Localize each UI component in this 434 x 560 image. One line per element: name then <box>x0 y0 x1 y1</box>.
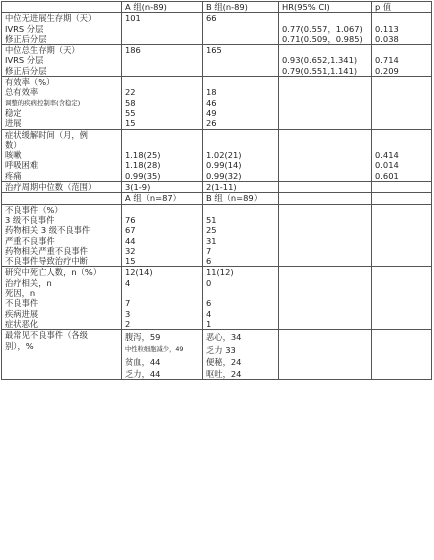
table-row: 不良事件 7 6 <box>2 298 432 308</box>
pfs-row <box>2 13 432 24</box>
common-ae-b: 恶心，34 乏力 33 便秘，24 呕吐，24 <box>203 330 279 380</box>
os-label: 中位总生存期（天） <box>2 45 122 56</box>
table-row: 疾病进展 3 4 <box>2 309 432 319</box>
table-row: 修正后分层 0.71(0.509，0.985) 0.038 <box>2 34 432 45</box>
cycles-row: 治疗周期中位数（范围） 3(1-9) 2(1-11) <box>2 182 432 193</box>
table-row: 药物相关严重不良事件 32 7 <box>2 246 432 256</box>
table-row: 严重不良事件 44 31 <box>2 236 432 246</box>
os-row <box>2 45 432 56</box>
table-row: 咳嗽 1.18(25) 1.02(21) 0.414 <box>2 150 432 160</box>
table-row: 调整的疾病控制率(含稳定) 58 46 <box>2 98 432 108</box>
header-row-2: A 组（n=87） B 组（n=89） <box>2 193 432 204</box>
efficacy-header: 有效率（%） <box>2 77 432 88</box>
relief-header: 症状缓解时间（月，例 数） <box>2 129 432 150</box>
table-row: 不良事件导致治疗中断 15 6 <box>2 256 432 267</box>
table-row: 治疗相关，n 4 0 <box>2 278 432 288</box>
header-label <box>2 2 122 13</box>
table-row: IVRS 分层 0.77(0.557，1.067) 0.113 <box>2 24 432 34</box>
table-row: 进展 15 26 <box>2 118 432 129</box>
header-hr: HR(95% CI) <box>279 2 372 13</box>
adverse-header: 不良事件（%） <box>2 204 432 215</box>
pfs-b: 66 <box>203 13 279 24</box>
header-group-b: B 组(n-89) <box>203 2 279 13</box>
table-row: 总有效率 22 18 <box>2 87 432 97</box>
pfs-a: 101 <box>122 13 203 24</box>
os-b: 165 <box>203 45 279 56</box>
table-row: 3 级不良事件 76 51 <box>2 215 432 225</box>
table-row: 药物相关 3 级不良事件 67 25 <box>2 225 432 235</box>
clinical-results-table <box>1 1 431 556</box>
table-row: 呼吸困难 1.18(28) 0.99(14) 0.014 <box>2 160 432 170</box>
header-row <box>2 2 432 13</box>
common-ae-a: 腹泻，59 中性粒细胞减少，49 贫血，44 乏力，44 <box>122 330 203 380</box>
table-row: 修正后分层 0.79(0.551,1.141) 0.209 <box>2 66 432 77</box>
table-row: 疼痛 0.99(35) 0.99(32) 0.601 <box>2 171 432 182</box>
os-a: 186 <box>122 45 203 56</box>
table-row: 死因，n <box>2 288 432 298</box>
header-p: p 值 <box>372 2 432 13</box>
pfs-label: 中位无进展生存期（天） <box>2 13 122 24</box>
deaths-row: 研究中死亡人数，n（%） 12(14) 11(12) <box>2 267 432 278</box>
header-group-a: A 组(n-89) <box>122 2 203 13</box>
common-ae-row: 最常见不良事件（各级 别），% 腹泻，59 中性粒细胞减少，49 贫血，44 乏力，44 恶心，34 乏力 33 便秘，24 呕吐，24 <box>2 330 432 380</box>
table-row: 症状恶化 2 1 <box>2 319 432 330</box>
table-row: 稳定 55 49 <box>2 108 432 118</box>
table-row: IVRS 分层 0.93(0.652,1.341) 0.714 <box>2 55 432 65</box>
